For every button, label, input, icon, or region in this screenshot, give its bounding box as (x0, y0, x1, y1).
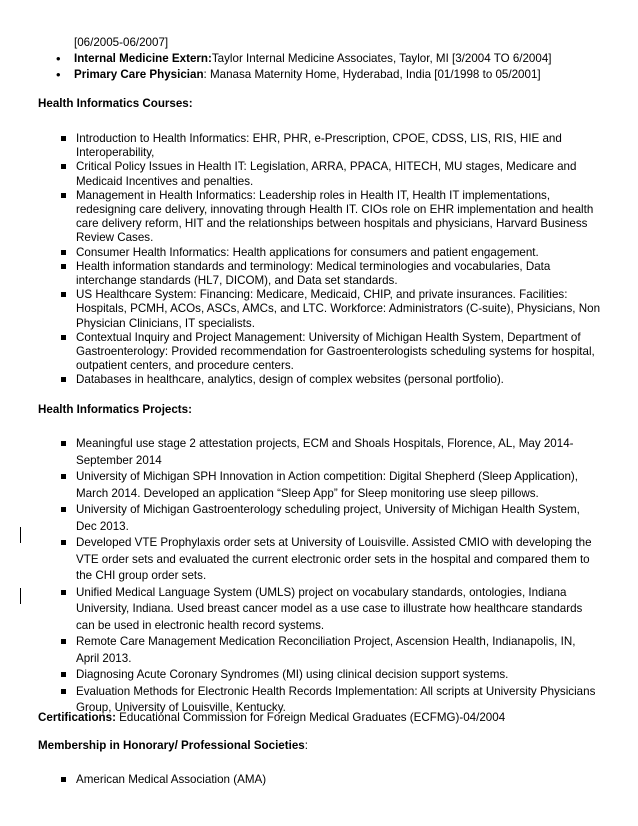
list-item: Diagnosing Acute Coronary Syndromes (MI) using clinical decision support systems. (61, 667, 601, 684)
experience-role-text: : Manasa Maternity Home, Hyderabad, India [01/1998 to 05/2001] (203, 68, 541, 81)
courses-heading: Health Informatics Courses: (38, 97, 193, 110)
membership-heading-colon: : (304, 739, 308, 752)
list-item (56, 67, 552, 83)
list-item: US Healthcare System: Financing: Medicare, Medicaid, CHIP, and private insurances. Facilities: Hospitals, PCMH, ACOs, ASCs, AMCs, and LTC. Workforce: Administrators (C-suite), Physicians, Non Physician Clinicians, IT specialists. (61, 288, 601, 331)
list-item: Health information standards and terminology: Medical terminologies and vocabularies, Data interchange standards (HL7, DICOM), and Data set standards. (61, 260, 601, 288)
list-item: Unified Medical Language System (UMLS) project on vocabulary standards, ontologies, Indiana University, Indiana. Used breast cancer model as a use case to illustrate how healthcare standards can be used in electronic health record systems. (61, 585, 601, 635)
certifications-label: Certifications: (38, 711, 116, 724)
membership-list (61, 773, 601, 787)
courses-list (61, 132, 601, 388)
experience-role-label: Primary Care Physician (74, 68, 204, 81)
list-item: Critical Policy Issues in Health IT: Legislation, ARRA, PPACA, HITECH, MU stages, Medicare and Medicaid Incentives and penalties. (61, 160, 601, 188)
list-item: Remote Care Management Medication Reconciliation Project, Ascension Health, Indianapolis, IN, April 2013. (61, 634, 601, 667)
change-bar (20, 527, 21, 543)
list-item: Meaningful use stage 2 attestation projects, ECM and Shoals Hospitals, Florence, AL, May 2014- September 2014 (61, 436, 601, 469)
experience-role-label: Internal Medicine Extern: (74, 52, 212, 65)
list-item: Developed VTE Prophylaxis order sets at University of Louisville. Assisted CMIO with developing the VTE order sets and evaluated the current electronic order sets in the hospital and compared them to the CHI group order sets. (61, 535, 601, 585)
membership-heading (38, 739, 308, 753)
projects-heading: Health Informatics Projects: (38, 403, 192, 416)
certifications-text: Educational Commission for Foreign Medical Graduates (ECFMG)-04/2004 (115, 711, 506, 724)
list-item: Consumer Health Informatics: Health applications for consumers and patient engagement. (61, 246, 601, 260)
projects-list (61, 436, 601, 717)
list-item: Evaluation Methods for Electronic Health Records Implementation: All scripts at University Physicians Group, University of Louisville, Kentucky. (61, 684, 601, 717)
list-item: Databases in healthcare, analytics, design of complex websites (personal portfolio). (61, 373, 601, 387)
list-item: University of Michigan Gastroenterology scheduling project, University of Michigan Health System, Dec 2013. (61, 502, 601, 535)
experience-list (56, 51, 552, 83)
membership-heading-text: Membership in Honorary/ Professional Societies (38, 739, 305, 752)
list-item (56, 51, 552, 67)
experience-date-range: [06/2005-06/2007] (74, 36, 169, 49)
certifications (38, 711, 505, 725)
change-bar (20, 588, 21, 604)
list-item: Management in Health Informatics: Leadership roles in Health IT, Health IT implementations, redesigning care delivery, innovating through Health IT. CIOs role on EHR implementation and health care delivery reform, HIT and the relationships between hospitals and physicians, Harvard Business Review Cases. (61, 189, 601, 246)
list-item: Contextual Inquiry and Project Management: University of Michigan Health System, Department of Gastroenterology: Provided recommendation for Gastroenterologists scheduling systems for hospital, outpatient centers, and procedure centers. (61, 331, 601, 374)
experience-role-text: Taylor Internal Medicine Associates, Taylor, MI [3/2004 TO 6/2004] (211, 52, 552, 65)
list-item: American Medical Association (AMA) (61, 773, 601, 787)
list-item: Introduction to Health Informatics: EHR, PHR, e-Prescription, CPOE, CDSS, LIS, RIS, HIE and Interoperability, (61, 132, 601, 160)
list-item: University of Michigan SPH Innovation in Action competition: Digital Shepherd (Sleep Application), March 2014. Developed an application “Sleep App” for Sleep monitoring use sleep pillows. (61, 469, 601, 502)
